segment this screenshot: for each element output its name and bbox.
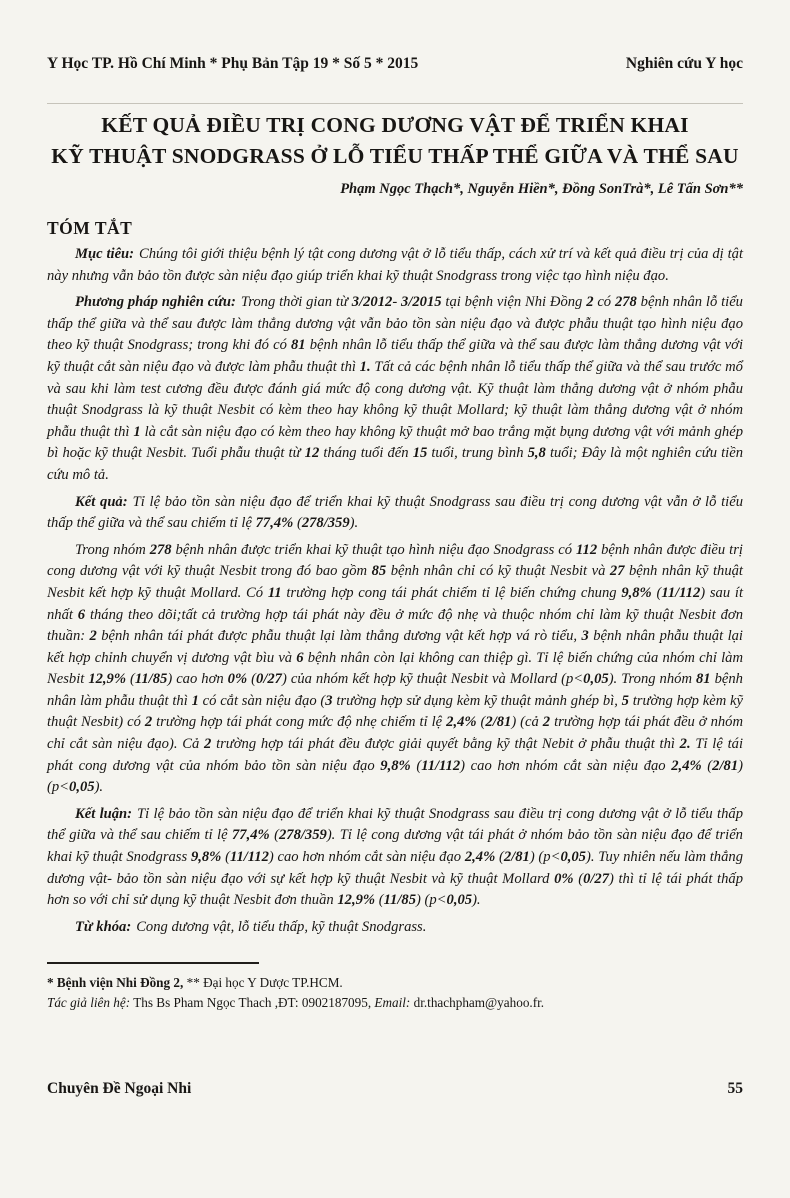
email-label: Email: bbox=[374, 995, 411, 1011]
article-title-line1: KẾT QUẢ ĐIỀU TRỊ CONG DƯƠNG VẬT ĐỂ TRIỂN KHAI bbox=[101, 113, 689, 137]
affiliation-1: * Bệnh viện Nhi Đồng 2, bbox=[47, 975, 184, 991]
journal-name: Y Học TP. Hồ Chí Minh * Phụ Bản Tập 19 * Số 5 * 2015 bbox=[47, 55, 419, 72]
abstract-paragraph-objective bbox=[47, 244, 743, 287]
contact-text: Ths Bs Pham Ngọc Thach ,ĐT: 0902187095, bbox=[133, 995, 372, 1011]
footnote-separator bbox=[47, 962, 259, 964]
paragraph-label: Phương pháp nghiên cứu: bbox=[75, 294, 236, 311]
article-title bbox=[47, 110, 743, 172]
abstract-paragraph-methods bbox=[47, 292, 743, 486]
abstract-paragraph-results bbox=[47, 492, 743, 535]
article-title-line2: KỸ THUẬT SNODGRASS Ở LỖ TIỂU THẤP THỂ GIỮA VÀ THỂ SAU bbox=[51, 144, 739, 168]
footnote-block bbox=[47, 962, 743, 1013]
paragraph-label: Kết luận: bbox=[75, 805, 133, 822]
email-value: dr.thachpham@yahoo.fr. bbox=[413, 995, 545, 1011]
section-name: Nghiên cứu Y học bbox=[625, 55, 743, 72]
footnote-contact bbox=[47, 993, 743, 1013]
paragraph-text: Trong thời gian từ 3/2012- 3/2015 tại bệnh viện Nhi Đồng 2 có 278 bệnh nhân lỗ tiểu thấp thể giữa và thể sau được làm thẳng dương vật vẫn bảo tồn sàn niệu đạo và được phẫu thuật tạo hình niệu đạo theo kỹ thuật Snodgrass; trong khi đó có 81 bệnh nhân lỗ tiểu thấp thể giữa và thể sau được làm thẳng dương vật với kỹ thuật cắt sàn niệu đạo và được làm phẫu thuật thì 1. Tất cả các bệnh nhân lỗ tiểu thấp thể giữa và thể sau trước mổ và sau khi làm test cương đều được đánh giá mức độ cong dương vật. Kỹ thuật làm thẳng dương vật ở nhóm phẫu thuật Snodgrass là kỹ thuật Nesbit có kèm theo hay không kỹ thuật Mollard; kỹ thuật làm thẳng dương vật ở nhóm phẫu thuật thì 1 là cắt sàn niệu đạo có kèm theo hay không kỹ thuật mở bao trắng mặt bụng dương vật với mảnh ghép bì hoặc kỹ thuật Nesbit. Tuổi phẫu thuật từ 12 tháng tuổi đến 15 tuổi, trung bình 5,8 tuổi; Đây là một nghiên cứu tiền cứu mô tả. bbox=[47, 294, 744, 483]
abstract-paragraph-keywords bbox=[47, 917, 743, 939]
page-footer bbox=[47, 1080, 743, 1098]
paragraph-text: Chúng tôi giới thiệu bệnh lý tật cong dương vật ở lỗ tiểu thấp, cách xử trí và kết quả điều trị của dị tật này nhưng vẫn bảo tồn được sàn niệu đạo giúp triển khai kỹ thuật Snodgrass trong việc tạo hình niệu đạo. bbox=[47, 246, 744, 284]
abstract-paragraph-conclusion bbox=[47, 804, 743, 912]
abstract-heading: TÓM TẮT bbox=[47, 218, 133, 238]
contact-label: Tác giả liên hệ: bbox=[47, 995, 131, 1011]
footer-section-title: Chuyên Đề Ngoại Nhi bbox=[47, 1080, 192, 1097]
page-number: 55 bbox=[727, 1080, 743, 1097]
paragraph-label: Từ khóa: bbox=[75, 918, 132, 935]
paragraph-text: Tỉ lệ bảo tồn sàn niệu đạo để triển khai kỹ thuật Snodgrass sau điều trị cong dương vật vẫn ở lỗ tiểu thấp thể giữa và thể sau chiếm tỉ lệ 77,4% (278/359). bbox=[47, 493, 744, 532]
paragraph-text: Cong dương vật, lỗ tiểu thấp, kỹ thuật Snodgrass. bbox=[136, 918, 427, 935]
paragraph-text: Trong nhóm 278 bệnh nhân được triển khai kỹ thuật tạo hình niệu đạo Snodgrass có 112 bệnh nhân được điều trị cong dương vật với kỹ thuật Nesbit trong đó bao gồm 85 bệnh nhân chỉ có kỹ thuật Nesbit và 27 bệnh nhân kỹ thuật Nesbit kết hợp kỹ thuật Mollard. Có 11 trường hợp cong tái phát chiếm tỉ lệ biến chứng chung 9,8% (11/112) sau ít nhất 6 tháng theo dõi;tất cả trường hợp tái phát này đều ở mức độ nhẹ và thuộc nhóm chỉ làm kỹ thuật Nesbit đơn thuần: 2 bệnh nhân tái phát được phẫu thuật lại làm thẳng dương vật kết hợp vá rò tiểu, 3 bệnh nhân phẫu thuật lại kết hợp chỉnh chuyển vị dương vật bìu và 6 bệnh nhân còn lại không can thiệp gì. Tỉ lệ biến chứng của nhóm chỉ làm Nesbit 12,9% (11/85) cao hơn 0% (0/27) của nhóm kết hợp kỹ thuật Nesbit và Mollard (p<0,05). Trong nhóm 81 bệnh nhân làm phẫu thuật thì 1 có cắt sàn niệu đạo (3 trường hợp sử dụng kèm kỹ thuật mảnh ghép bì, 5 trường hợp kèm kỹ thuật Nesbit) có 2 trường hợp tái phát cong mức độ nhẹ chiếm tỉ lệ 2,4% (2/81) (cả 2 trường hợp tái phát đều ở nhóm chỉ cắt sàn niệu đạo). Cả 2 trường hợp tái phát đều được giải quyết bằng kỹ thật Nebit ở phẫu thuật thì 2. Tỉ lệ tái phát cong dương vật của nhóm bảo tồn sàn niệu đạo 9,8% (11/112) cao hơn nhóm cắt sàn niệu đạo 2,4% (2/81) (p<0,05). bbox=[47, 541, 744, 796]
author-list: Phạm Ngọc Thạch*, Nguyễn Hiền*, Đồng SonTrà*, Lê Tấn Sơn** bbox=[340, 181, 743, 197]
paragraph-text: Tỉ lệ bảo tồn sàn niệu đạo để triển khai kỹ thuật Snodgrass sau điều trị cong dương vật ở lỗ tiểu thấp thể giữa và thể sau chiếm tỉ lệ 77,4% (278/359). Tỉ lệ cong dương vật tái phát ở nhóm bảo tồn sàn niệu đạo để triển khai kỹ thuật Snodgrass 9,8% (11/112) cao hơn nhóm cắt sàn niệu đạo 2,4% (2/81) (p<0,05). Tuy nhiên nếu làm thẳng dương vật- bảo tồn sàn niệu đạo với sự kết hợp kỹ thuật Nesbit và kỹ thuật Mollard 0% (0/27) thì tỉ lệ tái phát thấp hơn so với chỉ sử dụng kỹ thuật Nesbit đơn thuần 12,9% (11/85) (p<0,05). bbox=[47, 805, 744, 909]
paragraph-label: Mục tiêu: bbox=[75, 246, 135, 262]
footnote-affiliations bbox=[47, 973, 743, 993]
paragraph-label: Kết quả: bbox=[75, 493, 128, 510]
affiliation-2: ** Đại học Y Dược TP.HCM. bbox=[186, 975, 343, 991]
running-head bbox=[47, 55, 743, 104]
abstract-paragraph-results-detail bbox=[47, 540, 743, 799]
